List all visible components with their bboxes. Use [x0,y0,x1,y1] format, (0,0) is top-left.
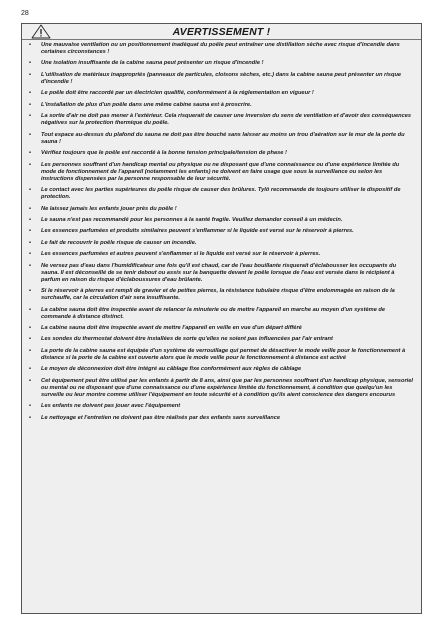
bullet-icon: • [29,216,31,223]
warning-item [22,403,421,410]
warning-item-text: Le nettoyage et l'entretien ne doivent pas être réalisés par des enfants sans surveillance [41,414,281,421]
bullet-icon: • [29,42,31,48]
bullet-icon: • [29,228,31,235]
warning-item [22,228,421,235]
warning-item [22,72,421,86]
warning-item [22,307,421,321]
bullet-icon: • [29,90,31,97]
warning-item [22,150,421,157]
warning-item [22,263,421,284]
warning-item [22,240,421,247]
bullet-icon: • [29,205,31,212]
warning-item-text: Vérifiez toujours que le poêle est raccordé à la bonne tension principale/tension de phase ! [41,150,287,157]
warning-item [22,187,421,201]
warning-item [22,42,421,56]
warning-item-text: Le moyen de déconnexion doit être intégré au câblage fixe conformément aux règles de câblage [41,366,302,373]
warning-item [22,132,421,146]
bullet-icon: • [29,150,31,157]
bullet-icon: • [29,71,31,78]
bullet-icon: • [29,306,31,313]
bullet-icon: • [29,187,31,194]
warning-item-text: Le contact avec les parties supérieures du poêle risque de causer des brûlures. Tylö recommande de toujours utiliser le dispositif de protection. [41,187,401,201]
warning-item-text: Les enfants ne doivent pas jouer avec l'équipement [41,403,181,410]
warning-item-text: L'installation de plus d'un poêle dans une même cabine sauna est à proscrire. [41,101,252,108]
bullet-icon: • [29,336,31,343]
warning-item-text: Une mauvaise ventilation ou un positionnement inadéquat du poêle peut entraîner une distillation sèche avec risque d'incendie dans certaines circonstances ! [41,42,400,56]
warning-title: AVERTISSEMENT ! [172,26,271,38]
warning-item-text: Les sondes du thermostat doivent être installées de sorte qu'elles ne soient pas influencées par l'air entrant [41,336,333,343]
bullet-icon: • [29,414,31,421]
bullet-icon: • [29,262,31,269]
warning-item-text: La sortie d'air ne doit pas mener à l'extérieur. Cela risquerait de causer une inversion du sens de ventilation et d'avoir des conséquences négatives sur la protection thermique du poêle. [41,113,412,127]
warning-item [22,288,421,302]
warning-item-text: La cabine sauna doit être inspectée avant de mettre l'appareil en veille en vue d'un départ différé [41,325,302,332]
warning-item-text: Le poêle doit être raccordé par un électricien qualifié, conformément à la réglementation en vigueur ! [41,90,314,97]
warning-item [22,366,421,373]
bullet-icon: • [29,131,31,138]
warning-item-text: Cet équipement peut être utilisé par les enfants à partir de 8 ans, ainsi que par les personnes souffrant d'un handicap physique, sensoriel ou mental ou ne disposant que d'une connaissance ou d'une expérience limitée du fonctionnement, à condition que quelqu'un les surveille ou leur montre comme utiliser l'équipement en toute sécurité et à condition qu'ils aient conscience des dangers encourus [41,377,413,398]
warning-item-text: Les essences parfumées et produits similaires peuvent s'enflammer si le liquide est versé sur le réservoir à pierres. [41,228,354,235]
warning-item [22,348,421,362]
warning-item [22,60,421,67]
warning-item [22,90,421,97]
bullet-icon: • [29,325,31,332]
warning-item-text: Tout espace au-dessus du plafond du sauna ne doit pas être bouché sans laisser au moins un trou d'aération sur le mur de la porte du sauna ! [41,131,405,145]
warning-item-text: L'utilisation de matériaux inappropriés (panneaux de particules, cloisons sèches, etc.) dans la cabine sauna peut présenter un risque d'incendie ! [41,71,402,85]
bullet-icon: • [29,60,31,67]
warning-item-text: La porte de la cabine sauna est équipée d'un système de verrouillage qui permet de désactiver le mode veille pour le fonctionnement à distance si la porte de la cabine est ouverte alors que le mode veille pour le fonctionnement à distance est activé [41,347,406,361]
bullet-icon: • [29,347,31,354]
header-divider [22,39,421,40]
warning-item [22,217,421,224]
warning-item [22,162,421,183]
warning-item [22,206,421,213]
bullet-icon: • [29,403,31,410]
warning-item-text: La cabine sauna doit être inspectée avant de relancer la minuterie ou de mettre l'appareil en marche au moyen d'un système de commande à distance distinct. [41,306,386,320]
warning-item [22,113,421,127]
warning-item-text: Le sauna n'est pas recommandé pour les personnes à la santé fragile. Veuillez demander conseil à un médecin. [41,216,343,223]
page-number: 28 [21,10,29,17]
warning-item-text: Les essences parfumées et autres peuvent s'enflammer si le liquide est versé sur le réservoir à pierres. [41,251,321,258]
bullet-icon: • [29,288,31,295]
warning-list [22,42,421,426]
warning-item-text: Le fait de recouvrir le poêle risque de causer un incendie. [41,239,197,246]
warning-item [22,336,421,343]
warning-item [22,325,421,332]
bullet-icon: • [29,377,31,384]
bullet-icon: • [29,113,31,120]
warning-item [22,378,421,399]
warning-item-text: Les personnes souffrant d'un handicap mental ou physique ou ne disposant que d'une connaissance ou d'une expérience limitée du mode de fonctionnement de l'appareil (notamment les enfants) ne doivent en faire usage que sous la surveillance ou selon les instructions dispensées par la personne responsable de leur sécurité. [41,161,400,182]
warning-item [22,251,421,258]
warning-item-text: Ne laissez jamais les enfants jouer près du poêle ! [41,205,177,212]
warning-item [22,102,421,109]
bullet-icon: • [29,239,31,246]
warning-item-text: Si le réservoir à pierres est rempli de gravier et de petites pierres, la résistance tubulaire risque d'être endommagée en raison de la surchauffe, car la circulation d'air sera insuffisante. [41,288,395,302]
warning-item-text: Ne versez pas d'eau dans l'humidificateur une fois qu'il est chaud, car de l'eau bouillante risquerait d'éclabousser les occupants du sauna. Il est déconseillé de se tenir debout ou assis sur la banquette devant le poêle lorsque de l'eau est versée dans le récipient à parfum en raison du risque d'éclaboussures d'eau brûlante. [41,262,397,283]
warning-item-text: Une isolation insuffisante de la cabine sauna peut présenter un risque d'incendie ! [41,60,264,67]
bullet-icon: • [29,161,31,168]
warning-item [22,415,421,422]
warning-header [22,24,421,38]
bullet-icon: • [29,366,31,373]
bullet-icon: • [29,101,31,108]
bullet-icon: • [29,251,31,258]
warning-box [21,23,422,614]
